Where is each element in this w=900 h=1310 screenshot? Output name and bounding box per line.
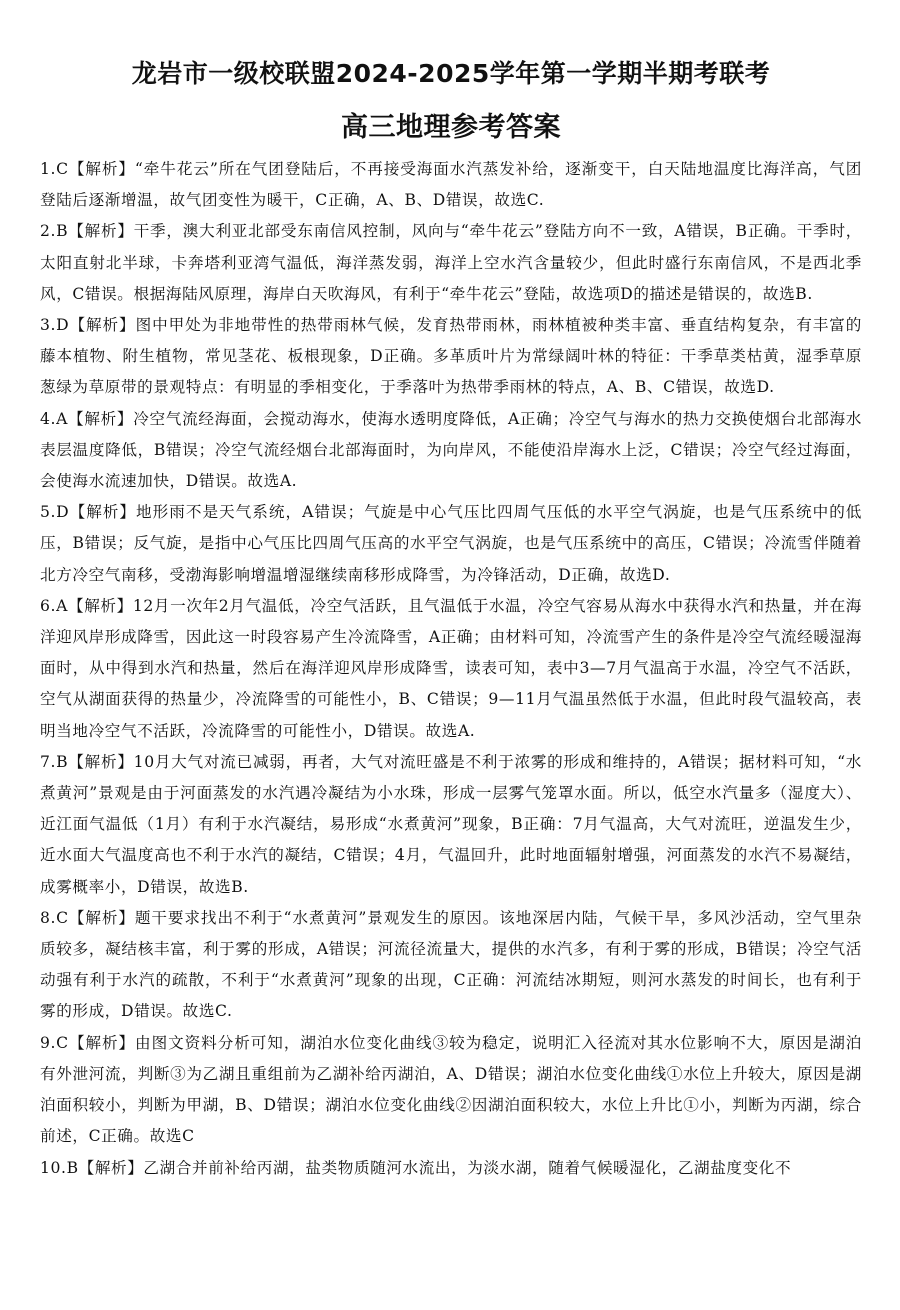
answer-item-8: 8.C【解析】题干要求找出不利于“水煮黄河”景观发生的原因。该地深居内陆，气候干旱，多风沙活动，空气里杂质较多，凝结核丰富，利于雾的形成，A错误；河流径流量大，提供的水汽多，有利于雾的形成，B错误；冷空气活动强有利于水汽的疏散，不利于“水煮黄河”现象的出现，C正确：河流结冰期短，则河水蒸发的时间长，也有利于雾的形成，D错误。故选C.	[40, 908, 862, 1021]
answer-item-9: 9.C【解析】由图文资料分析可知，湖泊水位变化曲线③较为稳定，说明汇入径流对其水位影响不大，原因是湖泊有外泄河流，判断③为乙湖且重组前为乙湖补给丙湖泊，A、D错误；湖泊水位变化曲线①水位上升较大，原因是湖泊面积较小，判断为甲湖，B、D错误；湖泊水位变化曲线②因湖泊面积较大，水位上升比①小，判断为丙湖，综合前述，C正确。故选C	[40, 1033, 862, 1146]
answer-item-3: 3.D【解析】图中甲处为非地带性的热带雨林气候，发育热带雨林，雨林植被种类丰富、垂直结构复杂，有丰富的藤本植物、附生植物，常见茎花、板根现象，D正确。多革质叶片为常绿阔叶林的特征：干季草类枯黄，湿季草原葱绿为草原带的景观特点：有明显的季相变化，于季落叶为热带季雨林的特点，A、B、C错误，故选D.	[40, 316, 862, 397]
answer-item-10: 10.B【解析】乙湖合并前补给丙湖，盐类物质随河水流出，为淡水湖，随着气候暖湿化，乙湖盐度变化不	[40, 1158, 792, 1177]
answer-item-6: 6.A【解析】12月一次年2月气温低，冷空气活跃，且气温低于水温，冷空气容易从海水中获得水汽和热量，并在海洋迎风岸形成降雪，因此这一时段容易产生冷流降雪，A正确；由材料可知，冷流雪产生的条件是冷空气流经暖湿海面时，从中得到水汽和热量，然后在海洋迎风岸形成降雪，读表可知，表中3—7月气温高于水温，冷空气不活跃，空气从湖面获得的热量少，冷流降雪的可能性小，B、C错误；9—11月气温虽然低于水温，但此时段气温较高，表明当地冷空气不活跃，冷流降雪的可能性小，D错误。故选A.	[40, 596, 862, 740]
answer-item-5: 5.D【解析】地形雨不是天气系统，A错误；气旋是中心气压比四周气压低的水平空气涡旋，也是气压系统中的低压，B错误；反气旋，是指中心气压比四周气压高的水平空气涡旋，也是气压系统中的高压，C错误；冷流雪伴随着北方冷空气南移，受渤海影响增温增湿继续南移形成降雪，为冷锋活动，D正确，故选D.	[40, 503, 862, 584]
answer-item-4: 4.A【解析】冷空气流经海面，会搅动海水，使海水透明度降低，A正确；冷空气与海水的热力交换使烟台北部海水表层温度降低，B错误；冷空气流经烟台北部海面时，为向岸风，不能使沿岸海水上泛，C错误；冷空气经过海面，会使海水流速加快，D错误。故选A.	[40, 409, 862, 491]
answer-item-1: 1.C【解析】“牵牛花云”所在气团登陆后，不再接受海面水汽蒸发补给，逐渐变干，白天陆地温度比海洋高，气团登陆后逐渐增温，故气团变性为暖干，C正确，A、B、D错误，故选C.	[40, 160, 862, 210]
document-title: 龙岩市一级校联盟2024-2025学年第一学期半期考联考	[131, 59, 771, 88]
document-subtitle: 高三地理参考答案	[341, 112, 561, 143]
answer-item-7: 7.B【解析】10月大气对流已减弱，再者，大气对流旺盛是不利于浓雾的形成和维持的，A错误；据材料可知，“水煮黄河”景观是由于河面蒸发的水汽遇冷凝结为小水珠，形成一层雾气笼罩水面。所以，低空水汽量多（湿度大）、近江面气温低（1月）有利于水汽凝结，易形成“水煮黄河”现象，B正确：7月气温高，大气对流旺，逆温发生少，近水面大气温度高也不利于水汽的凝结，C错误；4月，气温回升，此时地面辐射增强，河面蒸发的水汽不易凝结，成雾概率小，D错误，故选B.	[40, 752, 862, 896]
answer-item-2: 2.B【解析】干季，澳大利亚北部受东南信风控制，风向与“牵牛花云”登陆方向不一致，A错误，B正确。干季时，太阳直射北半球，卡奔塔利亚湾气温低，海洋蒸发弱，海洋上空水汽含量较少，但此时盛行东南信风，不是西北季风，C错误。根据海陆风原理，海岸白天吹海风，有利于“牵牛花云”登陆，故选项D的描述是错误的，故选B.	[40, 222, 862, 303]
answer-list	[40, 154, 862, 1184]
